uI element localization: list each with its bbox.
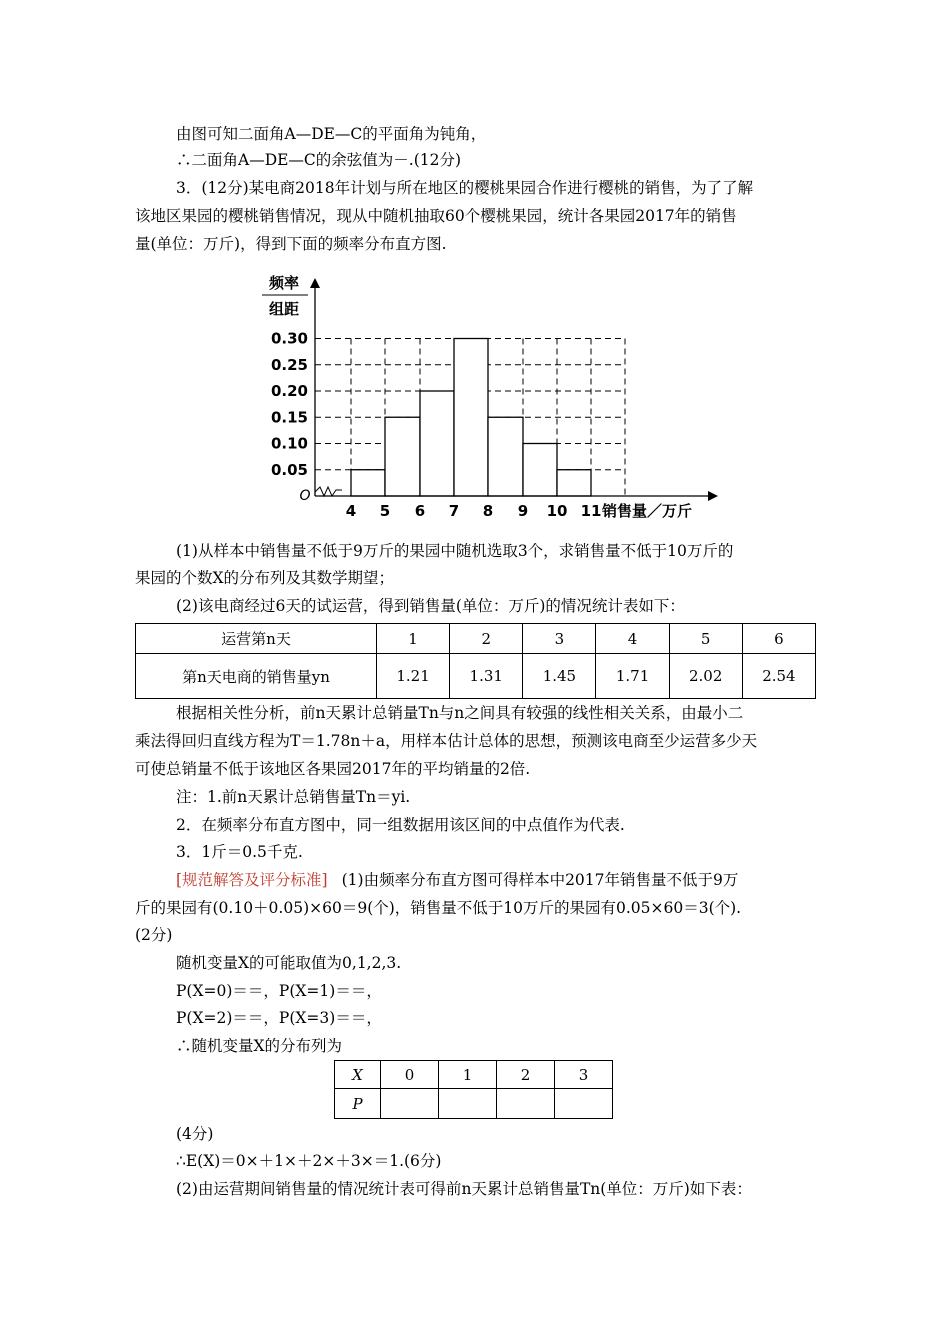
histogram-bar xyxy=(454,339,488,497)
solution-line: P(X=0)＝＝，P(X=1)＝＝， xyxy=(176,982,382,1000)
table-cell: 2 xyxy=(497,1061,555,1089)
x-tick-label: 8 xyxy=(482,502,494,520)
x-tick-label: 10 xyxy=(546,502,568,520)
x-axis-arrow xyxy=(708,491,718,501)
table-cell: 3 xyxy=(523,624,596,654)
table-cell: 4 xyxy=(596,624,669,654)
row-label: 运营第n天 xyxy=(136,624,377,654)
solution-line: 斤的果园有(0.10＋0.05)×60＝9(个)，销售量不低于10万斤的果园有0.05×60＝3(个). xyxy=(135,899,742,917)
y-tick-label: 0.30 xyxy=(270,329,308,348)
question-3-line: 该地区果园的樱桃销售情况，现从中随机抽取60个樱桃果园，统计各果园2017年的销售 xyxy=(135,207,737,225)
table-row xyxy=(335,1089,613,1119)
table-cell: 1.31 xyxy=(450,654,523,699)
solution-tag: [规范解答及评分标准] xyxy=(176,871,328,889)
table-cell: 1 xyxy=(439,1061,497,1089)
y-tick-label: 0.20 xyxy=(270,382,308,400)
part-2-line: (2)该电商经过6天的试运营，得到销售量(单位：万斤)的情况统计表如下： xyxy=(176,597,685,615)
y-tick-label: 0.15 xyxy=(270,408,308,427)
text-line: 由图可知二面角A—DE—C的平面角为钝角， xyxy=(176,125,487,143)
table-cell xyxy=(497,1089,555,1119)
note-line: 3．1斤＝0.5千克. xyxy=(176,843,303,861)
x-tick-label: 6 xyxy=(414,502,426,520)
table-cell xyxy=(555,1089,613,1119)
origin-label: O xyxy=(299,488,311,504)
table-row xyxy=(335,1061,613,1089)
solution-line: ∴随机变量X的分布列为 xyxy=(176,1037,343,1055)
histogram-bar xyxy=(523,444,557,497)
table-cell: 0 xyxy=(381,1061,439,1089)
table-cell: 5 xyxy=(669,624,742,654)
histogram-bar xyxy=(420,391,454,496)
solution-line: 随机变量X的可能取值为0,1,2,3. xyxy=(176,954,402,972)
row-label: 第n天电商的销售量yn xyxy=(136,654,377,699)
y-tick-label: 0.05 xyxy=(270,460,308,479)
solution-line: ∴E(X)＝0×＋1×＋2×＋3×＝1.(6分) xyxy=(176,1152,442,1170)
question-3-line: 量(单位：万斤)，得到下面的频率分布直方图. xyxy=(135,235,447,253)
table-cell xyxy=(439,1089,497,1119)
y-label-bottom: 组距 xyxy=(268,300,300,318)
solution-line: (2)由运营期间销售量的情况统计表可得前n天累计总销售量Tn(单位：万斤)如下表： xyxy=(176,1180,752,1198)
x-tick-label: 4 xyxy=(345,502,357,520)
histogram-chart xyxy=(250,268,730,523)
solution-line: P(X=2)＝＝，P(X=3)＝＝， xyxy=(176,1009,382,1027)
table-cell: 1.71 xyxy=(596,654,669,699)
table-row xyxy=(136,654,816,699)
histogram-bar xyxy=(385,417,420,496)
x-axis-label: 销售量／万斤 xyxy=(602,502,693,520)
x-tick-label: 7 xyxy=(448,502,460,520)
x-tick-label: 5 xyxy=(379,502,391,520)
histogram-bar xyxy=(557,470,591,496)
note-line: 2．在频率分布直方图中，同一组数据用该区间的中点值作为代表. xyxy=(176,816,625,834)
text-line: 乘法得回归直线方程为T＝1.78n＋a，用样本估计总体的思想，预测该电商至少运营多少天 xyxy=(135,732,758,750)
part-1-line: 果园的个数X的分布列及其数学期望； xyxy=(135,569,395,587)
solution-text: (1)由频率分布直方图可得样本中2017年销售量不低于9万 xyxy=(341,871,739,889)
part-1-line: (1)从样本中销售量不低于9万斤的果园中随机选取3个，求销售量不低于10万斤的 xyxy=(176,542,734,560)
table-cell xyxy=(381,1089,439,1119)
distribution-table xyxy=(334,1060,613,1119)
histogram-bar xyxy=(351,470,385,496)
table-cell: 3 xyxy=(555,1061,613,1089)
row-label: P xyxy=(335,1089,381,1119)
text-line: ∴二面角A—DE—C的余弦值为－.(12分) xyxy=(176,151,462,169)
y-tick-label: 0.10 xyxy=(270,434,308,453)
table-cell: 2.02 xyxy=(669,654,742,699)
row-label: X xyxy=(335,1061,381,1089)
histogram-bar xyxy=(488,417,523,496)
question-3-line: 3．(12分)某电商2018年计划与所在地区的樱桃果园合作进行樱桃的销售，为了了解 xyxy=(176,179,754,197)
table-row xyxy=(136,624,816,654)
solution-line xyxy=(176,870,738,890)
table-cell: 6 xyxy=(742,624,815,654)
solution-line: (2分) xyxy=(135,926,173,944)
y-axis-arrow xyxy=(310,278,320,288)
text-line: 根据相关性分析，前n天累计总销量Tn与n之间具有较强的线性相关关系，由最小二 xyxy=(176,704,744,722)
sales-table xyxy=(135,623,816,699)
solution-line: (4分) xyxy=(176,1125,214,1143)
note-line: 注：1.前n天累计总销售量Tn＝yi. xyxy=(176,788,411,806)
table-cell: 2 xyxy=(450,624,523,654)
y-label-top: 频率 xyxy=(268,274,300,292)
table-cell: 1.45 xyxy=(523,654,596,699)
x-tick-label: 11 xyxy=(580,502,602,520)
text-line: 可使总销量不低于该地区各果园2017年的平均销量的2倍. xyxy=(135,760,531,778)
axis-break-mark xyxy=(315,487,342,496)
table-cell: 1 xyxy=(377,624,450,654)
x-tick-label: 9 xyxy=(517,502,529,520)
table-cell: 1.21 xyxy=(377,654,450,699)
table-cell: 2.54 xyxy=(742,654,815,699)
y-tick-label: 0.25 xyxy=(270,355,308,374)
